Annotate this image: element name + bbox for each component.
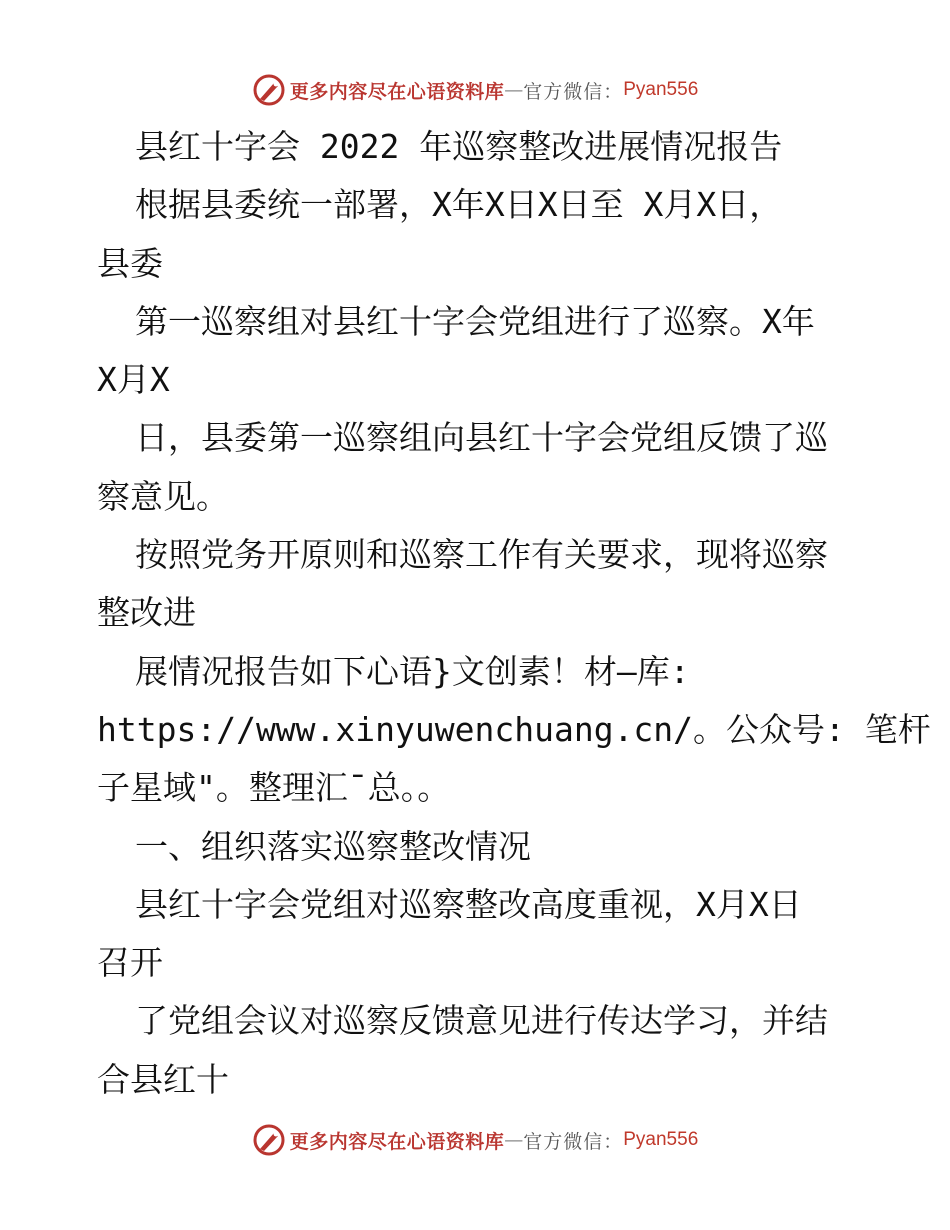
paragraph-line: 展情况报告如下心语}文创素！材—库: [135,651,690,691]
paragraph-line: 县委 [97,243,163,283]
paragraph-line: 根据县委统一部署，X年X日X日至 X月X日， [135,185,783,225]
paragraph-line: 按照党务开原则和巡察工作有关要求，现将巡察 [135,535,828,575]
paragraph-line: 合县红十 [97,1059,229,1099]
watermark-wechat-id: Pyan556 [623,79,699,100]
paragraph-line: 日，县委第一巡察组向县红十字会党组反馈了巡 [135,418,828,458]
pen-logo-icon [252,1123,286,1157]
watermark-separator: — [504,79,524,101]
paragraph-line: X月X [97,360,170,400]
paragraph-line-url: https://www.xinyuwenchuang.cn/。公众号: 笔杆 [97,709,931,749]
watermark-sub-text: 官方微信： [523,1130,624,1153]
document-body [97,118,931,1109]
paragraph-line: 察意见。 [97,476,229,516]
watermark-separator: — [504,1129,524,1151]
watermark-sub-text: 官方微信： [523,80,624,103]
watermark-main-text: 更多内容尽在心语资料库 [289,80,505,103]
watermark-main-text: 更多内容尽在心语资料库 [289,1130,505,1153]
paragraph-line: 子星域"。整理汇¯总。。 [97,768,451,808]
document-title: 县红十字会 2022 年巡察整改进展情况报告 [135,127,783,166]
watermark-wechat-id: Pyan556 [623,1129,699,1150]
pen-logo-icon [252,73,286,107]
paragraph-line: 召开 [97,943,163,983]
watermark-footer [0,1120,950,1160]
section-heading: 一、组织落实巡察整改情况 [135,826,531,866]
watermark-header [0,70,950,110]
paragraph-line: 整改进 [97,593,196,633]
paragraph-line: 了党组会议对巡察反馈意见进行传达学习，并结 [135,1001,828,1041]
paragraph-line: 第一巡察组对县红十字会党组进行了巡察。X年 [135,301,815,341]
paragraph-line: 县红十字会党组对巡察整改高度重视，X月X日 [135,884,802,924]
